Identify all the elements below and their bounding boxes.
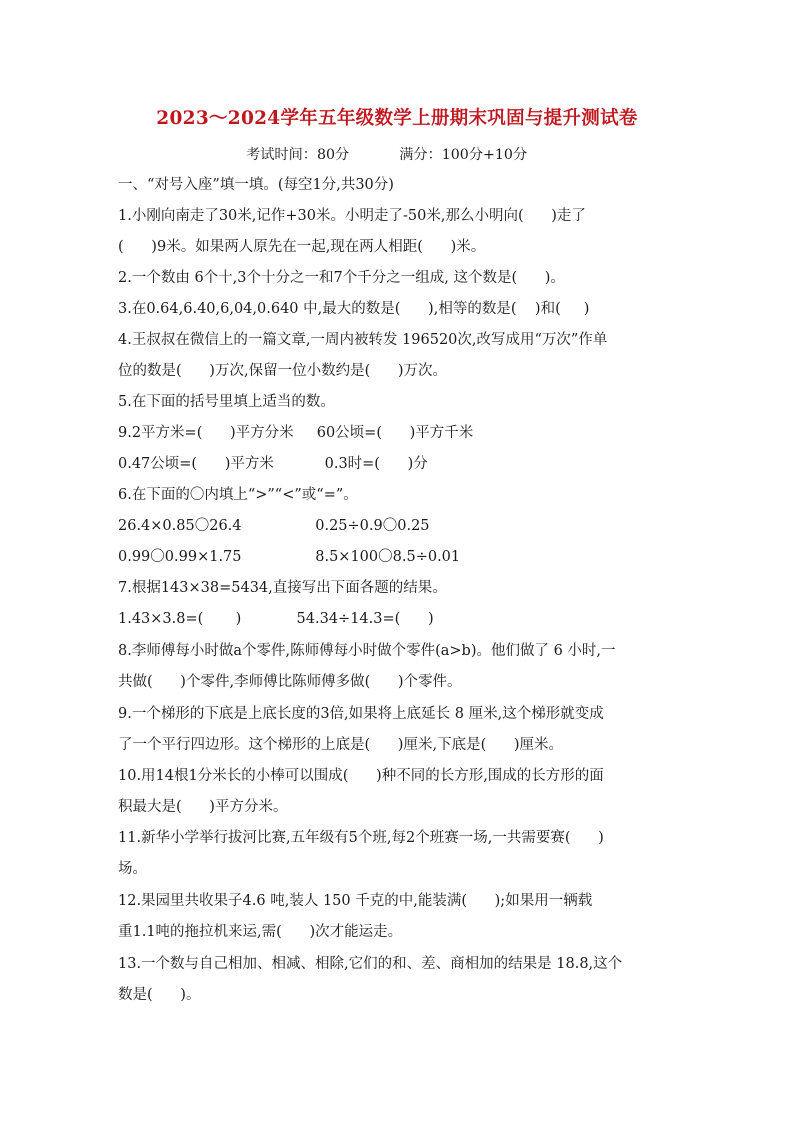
question-line: 2.一个数由 6个十,3个十分之一和7个千分之一组成, 这个数是( )。 (118, 270, 565, 286)
question-line: 9.一个梯形的下底是上底长度的3倍,如果将上底延长 8 厘米,这个梯形就变成 (118, 706, 604, 722)
question-line: 1.小刚向南走了30米,记作+30米。小明走了-50米,那么小明向( )走了 (118, 208, 586, 224)
question-line: 10.用14根1分米长的小棒可以围成( )种不同的长方形,围成的长方形的面 (118, 768, 604, 784)
question-line: 了一个平行四边形。这个梯形的上底是( )厘米,下底是( )厘米。 (118, 737, 564, 753)
section-heading: 一、“对号入座”填一填。(每空1分,共30分) (118, 177, 394, 193)
question-line: 数是( )。 (118, 987, 201, 1003)
question-line: ( )9米。如果两人原先在一起,现在两人相距( )米。 (118, 239, 486, 255)
question-line: 9.2平方米=( )平方分米 60公顷=( )平方千米 (118, 425, 474, 441)
exam-info (246, 144, 527, 164)
question-line: 3.在0.64,6.40,6,04,0.640 中,最大的数是( ),相等的数是( )和( ) (118, 301, 590, 317)
question-line: 1.43×3.8=( ) 54.34÷14.3=( ) (118, 611, 434, 627)
exam-title: 2023～2024学年五年级数学上册期末巩固与提升测试卷 (156, 108, 638, 129)
question-line: 7.根据143×38=5434,直接写出下面各题的结果。 (118, 580, 447, 596)
question-line: 12.果园里共收果子4.6 吨,装人 150 千克的中,能装满( );如果用一辆载 (118, 893, 593, 909)
question-line: 13.一个数与自己相加、相减、相除,它们的和、差、商相加的结果是 18.8,这个 (118, 956, 623, 972)
question-line: 位的数是( )万次,保留一位小数约是( )万次。 (118, 363, 448, 379)
question-line: 6.在下面的〇内填上“>”“<”或“=”。 (118, 487, 358, 503)
question-line: 0.47公顷=( )平方米 0.3时=( )分 (118, 456, 428, 472)
question-line: 重1.1吨的拖拉机来运,需( )次才能运走。 (118, 924, 403, 940)
question-line: 11.新华小学举行拔河比赛,五年级有5个班,每2个班赛一场,一共需要赛( ) (118, 830, 604, 846)
full-score: 满分：100分+10分 (399, 147, 528, 163)
question-line: 5.在下面的括号里填上适当的数。 (118, 394, 335, 410)
question-line: 场。 (118, 861, 147, 877)
question-line: 0.99〇0.99×1.75 8.5×100〇8.5÷0.01 (118, 549, 461, 565)
question-line: 积最大是( )平方分米。 (118, 799, 288, 815)
question-line: 4.王叔叔在微信上的一篇文章,一周内被转发 196520次,改写成用“万次”作单 (118, 332, 608, 348)
exam-time: 考试时间：80分 (246, 147, 350, 163)
question-line: 26.4×0.85〇26.4 0.25÷0.9〇0.25 (118, 518, 430, 534)
question-line: 共做( )个零件,李师傅比陈师傅多做( )个零件。 (118, 674, 462, 690)
question-line: 8.李师傅每小时做a个零件,陈师傅每小时做个零件(a>b)。他们做了 6 小时,一 (118, 643, 616, 659)
